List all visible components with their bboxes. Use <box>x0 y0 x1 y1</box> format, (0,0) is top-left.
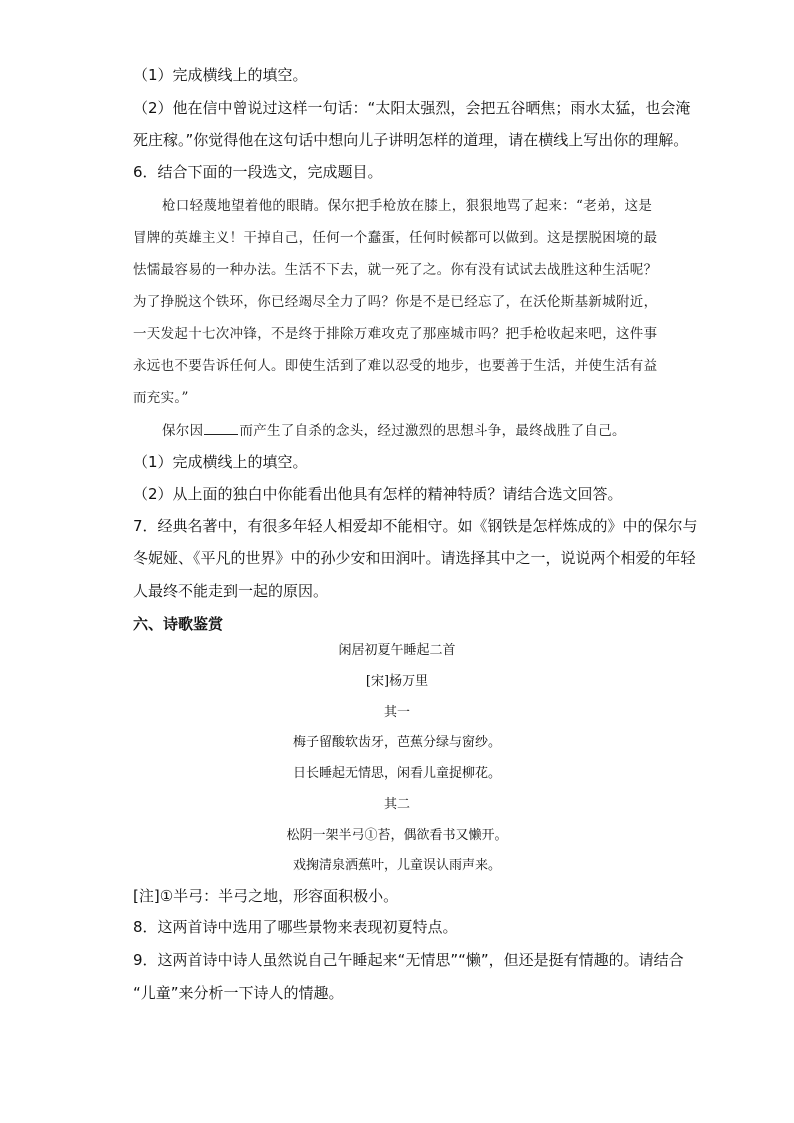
poem-line: 松阴一架半弓①苔，偶欲看书又懒开。 <box>286 828 508 843</box>
q7-line2: 冬妮娅、《平凡的世界》中的孙少安和田润叶。请选择其中之一，说说两个相爱的年轻 <box>133 549 696 567</box>
poem-title: 闲居初夏午睡起二首 <box>338 643 456 658</box>
q6-excerpt-line: 怯懦最容易的一种办法。生活不下去，就一死了之。你有没有试试去战胜这种生活呢？ <box>133 262 658 278</box>
q5-sub2-line2: 死庄稼。”你觉得他在这句话中想向儿子讲明怎样的道理，请在横线上写出你的理解。 <box>133 131 689 149</box>
q5-sub2-line1: （2）他在信中曾说过这样一句话：“太阳太强烈，会把五谷晒焦；雨水太猛，也会淹 <box>133 99 691 117</box>
fill-before: 保尔因 <box>162 423 204 439</box>
poem-line: 日长睡起无情思，闲看儿童捉柳花。 <box>292 766 501 781</box>
poem-author: [宋]杨万里 <box>365 674 429 689</box>
q6-excerpt-line: 而充实。” <box>133 390 189 406</box>
poem-note: [注]①半弓：半弓之地，形容面积极小。 <box>133 887 399 905</box>
section-heading: 六、诗歌鉴赏 <box>133 615 224 633</box>
q7-line3: 人最终不能走到一起的原因。 <box>133 582 329 600</box>
q9-line2: “儿童”来分析一下诗人的情趣。 <box>133 984 344 1002</box>
poem-part2-title: 其二 <box>383 797 410 812</box>
q6-excerpt-line: 一天发起十七次冲锋，不是终于排除万难攻克了那座城市吗？把手枪收起来吧，这件事 <box>133 326 658 342</box>
q6-excerpt-line: 枪口轻蔑地望着他的眼睛。保尔把手枪放在膝上，狠狠地骂了起来：“老弟，这是 <box>162 198 653 214</box>
q6-excerpt-line: 永远也不要告诉任何人。即使生活到了难以忍受的地步，也要善于生活，并使生活有益 <box>133 358 658 374</box>
fill-after: 而产生了自杀的念头，经过激烈的思想斗争，最终战胜了自己。 <box>239 423 626 439</box>
q6-title: 6．结合下面的一段选文，完成题目。 <box>133 163 383 181</box>
answer-blank <box>204 420 238 435</box>
q6-sub1: （1）完成横线上的填空。 <box>133 453 308 471</box>
poem-part1-title: 其一 <box>383 705 410 720</box>
q6-excerpt-line: 冒牌的英雄主义！干掉自己，任何一个蠢蛋，任何时候都可以做到。这是摆脱困境的最 <box>133 230 658 246</box>
q9-line1: 9．这两首诗中诗人虽然说自己午睡起来“无情思”“懒”，但还是挺有情趣的。请结合 <box>133 951 684 969</box>
q6-sub2: （2）从上面的独白中你能看出他具有怎样的精神特质？请结合选文回答。 <box>133 485 623 503</box>
q6-excerpt-line: 为了挣脱这个铁环，你已经竭尽全力了吗？你是不是已经忘了，在沃伦斯基新城附近， <box>133 294 658 310</box>
q6-fill-sentence <box>162 420 626 441</box>
q7-line1: 7．经典名著中，有很多年轻人相爱却不能相守。如《钢铁是怎样炼成的》中的保尔与 <box>133 517 698 535</box>
poem-line: 戏掬清泉洒蕉叶，儿童误认雨声来。 <box>292 858 501 873</box>
q8: 8．这两首诗中选用了哪些景物来表现初夏特点。 <box>133 918 458 936</box>
q5-sub1: （1）完成横线上的填空。 <box>133 66 308 84</box>
poem-line: 梅子留酸软齿牙，芭蕉分绿与窗纱。 <box>292 735 501 750</box>
